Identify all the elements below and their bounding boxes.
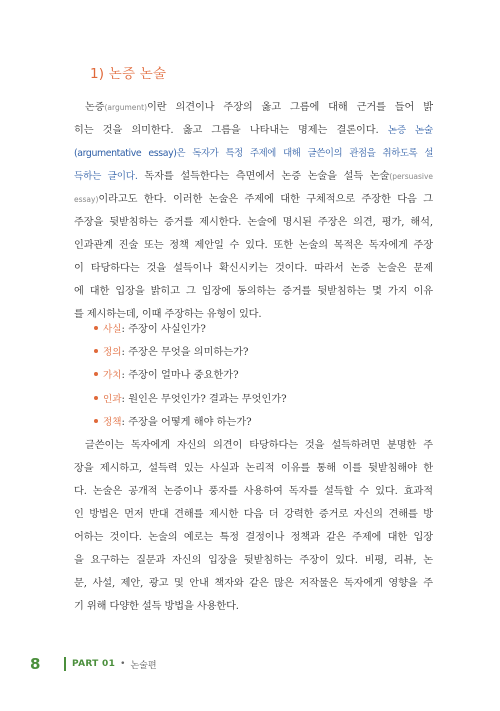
paragraph-line: 인 방법은 먼저 반대 견해를 제시한 다음 더 강력한 증거로 자신의 견해를 방 xyxy=(74,509,433,520)
paragraph-line xyxy=(74,96,433,119)
claim-types-list xyxy=(94,318,287,434)
bullet-dot-icon xyxy=(94,396,98,400)
bullet-term: 정의 xyxy=(103,347,122,359)
bullet-dot-icon xyxy=(94,349,98,353)
paragraph-argument-definition xyxy=(74,96,433,326)
section-label: 논술편 xyxy=(130,660,157,671)
list-item xyxy=(94,318,287,341)
english-term: (argument) xyxy=(104,103,148,112)
paragraph-line: 기 위해 다양한 설득 방법을 사용한다. xyxy=(74,601,239,612)
text-run: 이라고도 한다. 이러한 논술은 주제에 대한 구체적으로 주장한 다음 그 xyxy=(98,194,433,205)
bullet-term: 정책 xyxy=(103,416,122,428)
bullet-text: : 주장은 무엇을 의미하는가? xyxy=(121,347,249,359)
footer-separator: • xyxy=(120,659,126,669)
list-item xyxy=(94,411,287,434)
paragraph-line xyxy=(74,165,433,188)
paragraph-line: 이 타당하다는 것을 설득이나 확신시키는 것이다. 따라서 논증 논술은 문제 xyxy=(74,263,433,274)
text-run: 히는 것을 의미한다. 옳고 그름을 나타내는 명제는 결론이다. xyxy=(74,125,388,136)
footer-divider xyxy=(64,657,66,671)
bullet-text: : 주장이 얼마나 중요한가? xyxy=(121,370,239,382)
page-number: 8 xyxy=(30,655,41,673)
page-footer xyxy=(30,655,157,673)
bullet-text: : 원인은 무엇인가? 결과는 무엇인가? xyxy=(121,393,287,405)
part-label: PART 01 xyxy=(72,659,116,669)
paragraph-line xyxy=(74,188,433,211)
paragraph-line xyxy=(74,119,433,142)
highlighted-term: 논증 논술 xyxy=(387,125,433,136)
english-term: (persuasive xyxy=(389,172,434,181)
bullet-text: : 주장을 어떻게 해야 하는가? xyxy=(121,416,252,428)
text-run: 논증 xyxy=(85,102,105,113)
paragraph-line: 어하는 것이다. 논술의 예로는 특정 결정이나 정책과 같은 주제에 대한 입장 xyxy=(74,532,433,543)
paragraph-line: 문, 사설, 제안, 광고 및 안내 책자와 같은 많은 저작물은 독자에게 영향을 주 xyxy=(74,578,433,589)
list-item xyxy=(94,341,287,364)
bullet-text: : 주장이 사실인가? xyxy=(121,324,206,335)
paragraph-line xyxy=(74,142,433,165)
list-item xyxy=(94,388,287,411)
paragraph-line: 다. 논술은 공개적 논증이나 풍자를 사용하여 독자를 설득할 수 있다. 효과적 xyxy=(74,486,433,497)
paragraph-persuasion xyxy=(74,434,433,618)
list-item xyxy=(94,364,287,387)
paragraph-line: 글쓴이는 독자에게 자신의 의견이 타당하다는 것을 설득하려면 분명한 주 xyxy=(85,440,433,451)
bullet-term: 인과 xyxy=(103,393,122,405)
paragraph-line: 주장을 뒷받침하는 증거를 제시한다. 논술에 명시된 주장은 의견, 평가, 해석, xyxy=(74,217,433,228)
bullet-term: 사실 xyxy=(103,324,122,335)
bullet-term: 가치 xyxy=(103,370,122,382)
paragraph-line: 을 요구하는 질문과 자신의 입장을 뒷받침하는 주장이 있다. 비평, 리뷰, 논 xyxy=(74,555,433,566)
paragraph-line: 인과관계 진술 또는 정책 제안일 수 있다. 또한 논술의 목적은 독자에게 주장 xyxy=(74,240,433,251)
paragraph-line: 를 제시하는데, 이때 주장하는 유형이 있다. xyxy=(74,309,262,320)
text-run: 이란 의견이나 주장의 옳고 그름에 대해 근거를 들어 밝 xyxy=(147,102,433,113)
highlighted-definition: 득하는 글이다. xyxy=(74,171,138,182)
paragraph-line: 장을 제시하고, 설득력 있는 사실과 논리적 이유를 통해 이를 뒷받침해야 한 xyxy=(74,463,433,474)
section-heading: 1) 논증 논술 xyxy=(90,66,167,82)
english-term: essay) xyxy=(74,195,99,204)
text-run: 독자를 설득한다는 측면에서 논증 논술을 설득 논술 xyxy=(137,171,390,182)
bullet-dot-icon xyxy=(94,419,98,423)
bullet-dot-icon xyxy=(94,326,98,330)
paragraph-line: 에 대한 입장을 밝히고 그 입장에 동의하는 증거를 뒷받침하는 몇 가지 이유 xyxy=(74,286,433,297)
highlighted-definition: (argumentative essay)은 독자가 특정 주제에 대해 글쓴이의 관점을 취하도록 설 xyxy=(74,148,433,159)
bullet-dot-icon xyxy=(94,372,98,376)
